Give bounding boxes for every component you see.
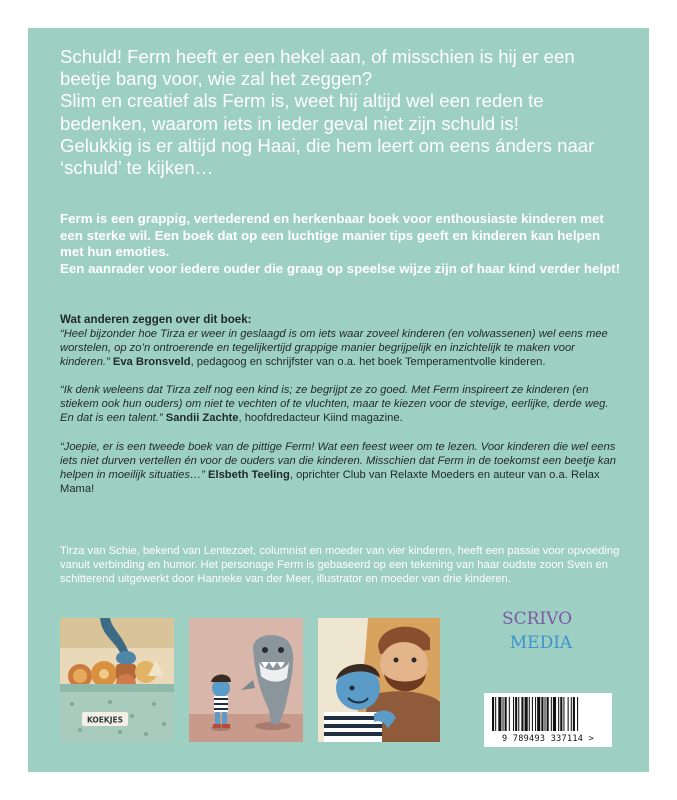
barcode-bar [563,697,564,731]
barcode-bar [537,697,540,731]
review-quote: “Joepie, er is een tweede boek van de pittige Ferm! Wat een feest weer om te lezen. Voor kinderen die wel eens iets niet durven vertellen én voor de ouders van die kinderen. Misschien dat Ferm in de toekomst een beetje kan helpen in moeilijk situaties…” [60,441,616,481]
barcode-bar [509,697,510,731]
review-quote: “Heel bijzonder hoe Tirza er weer in geslaagd is om iets waar zoveel kinderen (en volwassenen) wel eens mee worstelen, op zo’n ontroerende en tegelijkertijd grappige manier begrijpelijk en inzichtelijk te maken voor kinderen.” [60,328,608,368]
publisher-line2: MEDIA [509,633,573,653]
barcode-bar [521,697,523,731]
cookie-jar-drawing [60,618,174,742]
review-author: Sandii Zachte [165,412,239,424]
shark-illustration [189,618,303,742]
publisher-logo [493,596,583,662]
barcode-bar [541,697,543,731]
hug-illustration [318,618,440,742]
blurb [60,46,620,179]
barcode-bar [515,697,517,731]
barcode-bar [495,697,496,731]
review-affiliation: , oprichter Club van Relaxte Moeders en auteur van o.a. Relax Mama! [60,469,600,495]
bio-text: Tirza van Schie, bekend van Lentezoet, columnist en moeder van vier kinderen, heeft een passie voor opvoeding vanuit verbinding en humor. Het personage Ferm is gebaseerd op een tekening van haar oudste zoon Sven en schitterend uitgewerkt door Hanneke van der Meer, illustrator en moeder van drie kinderen. [60,545,620,585]
barcode-bar [560,697,562,731]
review-author: Elsbeth Teeling [208,469,290,481]
publisher-line1: SCRIVO [501,609,573,629]
review-item [60,383,625,425]
shark-drawing [189,618,303,742]
barcode [484,693,612,747]
barcode-bar [492,697,494,731]
reviews-heading: Wat anderen zeggen over dit boek: [60,313,252,326]
barcode-bar [558,697,559,731]
barcode-bar [573,697,575,731]
barcode-bar [503,697,504,731]
book-back-cover [28,28,649,772]
review-quote: “Ik denk weleens dat Tirza zelf nog een kind is; ze begrijpt ze zo goed. Met Ferm inspireert ze kinderen (en stiekem ook hun ouders) om niet te vechten of te vluchten, maar te kiezen voor de stevige, eerlijke, derde weg. En dat is een talent.” [60,384,609,424]
scrivo-media-logo [493,596,583,662]
intro-text [60,211,625,277]
jar-label-text: KOEKJES [86,715,124,725]
barcode-bar [518,697,519,731]
blurb-paragraph: Slim en creatief als Ferm is, weet hij altijd wel een reden te bedenken, waarom iets in ieder geval niet zijn schuld is! [60,90,544,134]
barcode-bar [553,697,556,731]
barcode-bar [577,697,578,731]
isbn-number: 9 789493 337114 > [501,734,595,744]
barcode-bar [513,697,514,731]
review-author: Eva Bronsveld [112,356,191,368]
barcode-bar [571,697,572,731]
barcode-bar [532,697,533,731]
barcode-bar [505,697,507,731]
review-affiliation: , pedagoog en schrijfster van o.a. het boek Temperamentvolle kinderen. [190,356,546,368]
barcode-bar [535,697,536,731]
author-bio [60,544,620,586]
barcode-bar [545,697,546,731]
blurb-paragraph: Schuld! Ferm heeft er een hekel aan, of misschien is hij er een beetje bang voor, wie zal het zeggen? [60,46,575,90]
blurb-paragraph: Gelukkig is er altijd nog Haai, die hem leert om eens ánders naar ‘schuld’ te kijken… [60,134,595,179]
review-item [60,327,625,369]
barcode-bars [484,693,612,733]
reviews-section [60,313,625,511]
intro-paragraph: Een aanrader voor iedere ouder die graag op speelse wijze zijn of haar kind verder helpt! [60,260,621,276]
barcode-bar [551,697,552,731]
barcode-bar [568,697,569,731]
barcode-bar [498,697,501,731]
barcode-bar [547,697,549,731]
review-affiliation: , hoofdredacteur Kiind magazine. [238,412,403,424]
hug-drawing [318,618,440,742]
barcode-bar [529,697,530,731]
barcode-bar [525,697,528,731]
review-item [60,440,625,496]
cookie-jar-illustration [60,618,174,742]
intro-paragraph: Ferm is een grappig, vertederend en herkenbaar boek voor enthousiaste kinderen met een sterke wil. Een boek dat op een luchtige manier tips geeft en kinderen kan helpen met hun emoties. [60,211,604,260]
